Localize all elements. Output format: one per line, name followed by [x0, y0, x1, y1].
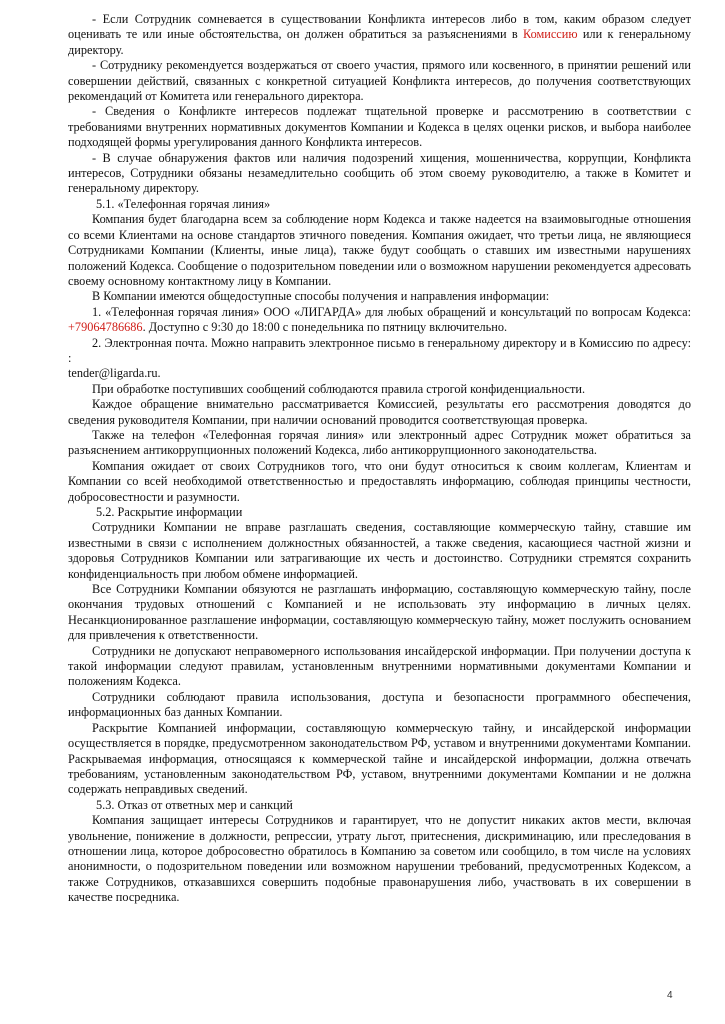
paragraph-text: или к генеральному директору.: [68, 27, 691, 57]
document-body: [68, 12, 691, 906]
paragraph-report-obligation: - В случае обнаружения фактов или наличия подозрений хищения, мошенничества, коррупции, Конфликта интересов, Сотрудники обязаны незамедлительно сообщить об этом своему руководителю, а также в Комитет и генеральному директору.: [68, 150, 691, 196]
paragraph-clarification: Также на телефон «Телефонная горячая линия» или электронный адрес Сотрудник может обратиться за разъяснением антикоррупционных положений Кодекса, либо антикоррупционного законодательства.: [68, 427, 691, 458]
paragraph-third-parties: Компания будет благодарна всем за соблюдение норм Кодекса и также надеется на взаимовыгодные отношения со всеми Клиентами на основе стандартов этичного поведения. Компания ожидает, что третьи лица, не являющиеся Сотрудниками Компании (Клиенты, иные лица), также будут сообщать о ставших им известными нарушениях положений Кодекса. Сообщение о подозрительном поведении или о возможном нарушении рекомендуется адресовать своему основному контактному лицу в Компании.: [68, 212, 691, 288]
paragraph-disclosure: Раскрытие Компанией информации, составляющую коммерческую тайну, и инсайдерской информации осуществляется в порядке, предусмотренном законодательством РФ, уставом и внутренними документами Компании. Раскрываемая информация, относящаяся к коммерческой тайне и инсайдерской информации, должна отвечать требованиям, установленным законодательством РФ, уставом, внутренними документами Компании и не должна содержать неправдивых сведений.: [68, 720, 691, 797]
section-heading-5-3: 5.3. Отказ от ответных мер и санкций: [96, 797, 293, 812]
paragraph-after-employment: Все Сотрудники Компании обязуются не разглашать информацию, составляющую коммерческую тайну, после окончания трудовых отношений с Компанией и не использовать эту информацию в личных целях. Несанкционированное разглашение информации, составляющую коммерческую тайну, может послужить основанием для привлечения к ответственности.: [68, 582, 691, 643]
section-heading-5-2: 5.2. Раскрытие информации: [96, 505, 243, 519]
paragraph-expectations: Компания ожидает от своих Сотрудников того, что они будут относиться к своим коллегам, Клиентам и Компании со всей необходимой ответственностью и предоставлять информацию, соблюдая принципы честности, добросовестности и разумности.: [68, 458, 691, 504]
paragraph-refrain-participation: - Сотруднику рекомендуется воздержаться от своего участия, прямого или косвенного, в принятии решений или совершении действий, связанных с конкретной ситуацией Конфликта интересов, до получения соответствующих рекомендаций от Комитета или генерального директора.: [68, 58, 691, 104]
page-number: 4: [667, 990, 673, 1001]
paragraph-confidentiality: При обработке поступивших сообщений соблюдаются правила строгой конфиденциальности.: [92, 381, 586, 396]
paragraph-insider: Сотрудники не допускают неправомерного использования инсайдерской информации. При получении доступа к такой информации следуют правилам, установленным внутренними нормативными документами Компании и положениям Кодекса.: [68, 643, 691, 689]
paragraph-commission-clarification: [68, 12, 691, 58]
hotline-phone[interactable]: +79064786686: [68, 320, 143, 335]
paragraph-trade-secret: Сотрудники Компании не вправе разглашать сведения, составляющие коммерческую тайну, ставшие им известными в связи с исполнением должностных обязанностей, а также сведения, касающиеся частной жизни и здоровья Сотрудников Компании или затрагивающие их честь и достоинство. Сотрудники стремятся сохранить конфиденциальность при любом обмене информацией.: [68, 520, 691, 581]
paragraph-email: 2. Электронная почта. Можно направить электронное письмо в генеральному директору и в Комиссию по адресу: :: [68, 335, 691, 365]
paragraph-review: Каждое обращение внимательно рассматривается Комиссией, результаты его рассмотрения доводятся до сведения руководителя Компании, при наличии оснований проводится соответствующая проверка.: [68, 397, 691, 427]
section-heading-5-1: 5.1. «Телефонная горячая линия»: [96, 196, 271, 211]
paragraph-no-retaliation: Компания защищает интересы Сотрудников и гарантирует, что не допустит никаких актов мести, включая увольнение, понижение в должности, репрессии, утрату льгот, притеснения, дискриминацию, или преследования в отношении лица, которое добросовестно обратилось в Компанию за советом или сообщило, в том числе на условиях анонимности, о подозрительном поведении или возможном нарушении требований, предусмотренных Кодексом, а также Сотрудников, отказавшихся совершить подобные правонарушения либо, участвовать в их совершении в качестве посредника.: [68, 813, 691, 905]
paragraph-text: . Доступно с 9:30 до 18:00 с понедельника по пятницу включительно.: [142, 320, 508, 335]
paragraph-conflict-review: - Сведения о Конфликте интересов подлежат тщательной проверке и рассмотрению в соответствии с требованиями внутренних нормативных документов Компании и Кодекса в целях оценки рисков, и выбора наиболее подходящей формы урегулирования данного Конфликта интересов.: [68, 104, 691, 150]
paragraph-text: 1. «Телефонная горячая линия» ООО «ЛИГАРДА» для любых обращений и консультаций по вопросам Кодекса:: [92, 304, 691, 319]
email-address[interactable]: tender@ligarda.ru.: [68, 366, 161, 381]
commission-link[interactable]: Комиссию: [522, 27, 578, 42]
paragraph-hotline: [68, 305, 691, 336]
paragraph-channels-intro: В Компании имеются общедоступные способы получения и направления информации:: [92, 289, 550, 304]
paragraph-text: - Если Сотрудник сомневается в существовании Конфликта интересов либо в том, каким образом следует оценивать те или иные обстоятельства, он должен обратиться за разъяснениями в: [68, 12, 691, 42]
paragraph-software: Сотрудники соблюдают правила использования, доступа и безопасности программного обеспечения, информационных баз данных Компании.: [68, 689, 691, 720]
